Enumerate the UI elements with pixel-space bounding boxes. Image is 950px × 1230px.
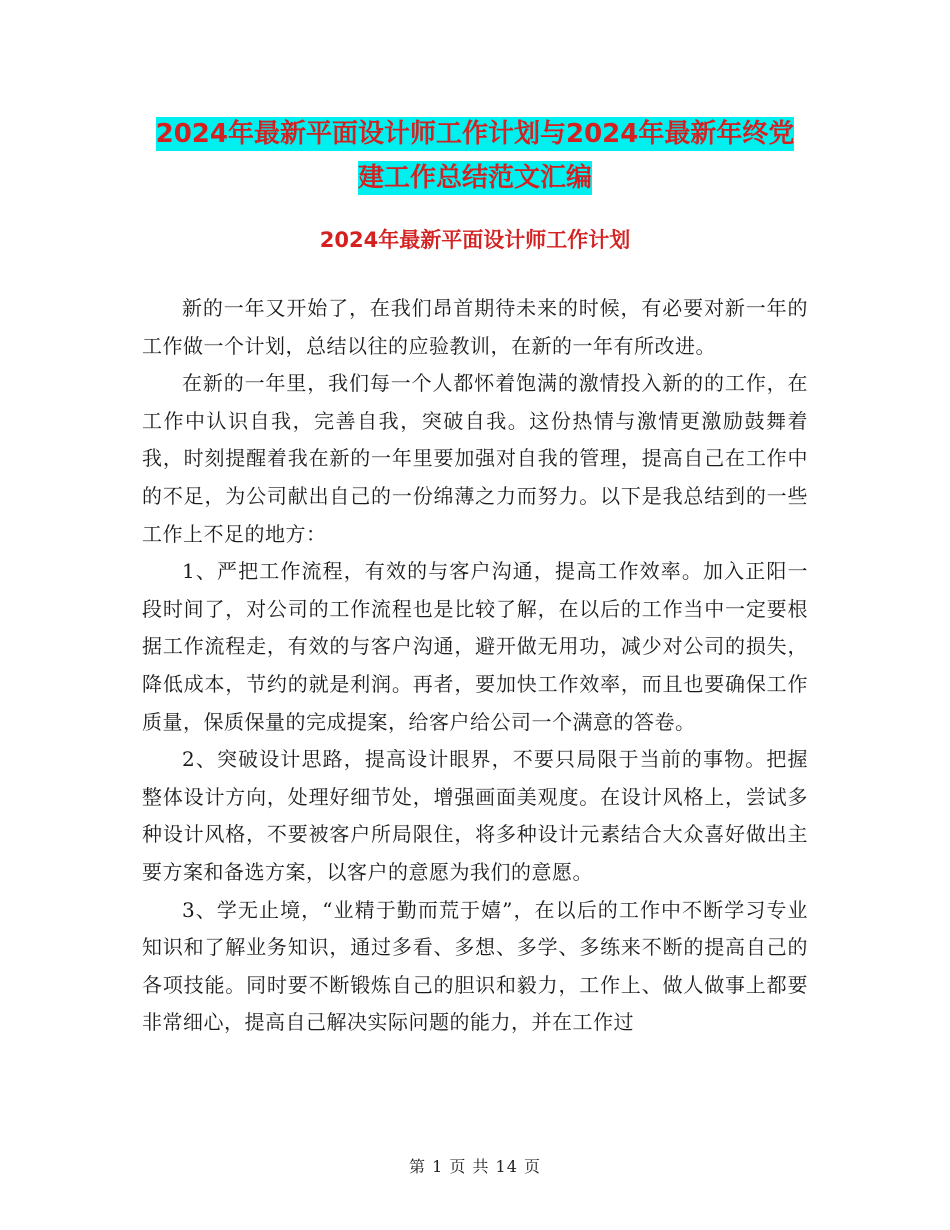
- document-title-line-2: [120, 157, 830, 194]
- document-title-line-1: [120, 113, 830, 150]
- section-heading: 2024年最新平面设计师工作计划: [319, 228, 631, 252]
- paragraph-item-3: 3、学无止境，“业精于勤而荒于嬉”，在以后的工作中不断学习专业知识和了解业务知识，通过多看、多想、多学、多练来不断的提高自己的各项技能。同时要不断锻炼自己的胆识和毅力，工作上、做人做事上都要非常细心，提高自己解决实际问题的能力，并在工作过: [142, 897, 808, 1035]
- paragraph-item-1: 1、严把工作流程，有效的与客户沟通，提高工作效率。加入正阳一段时间了，对公司的工作流程也是比较了解，在以后的工作当中一定要根据工作流程走，有效的与客户沟通，避开做无用功，减少对公司的损失，降低成本，节约的就是利润。再者，要加快工作效率，而且也要确保工作质量，保质保量的完成提案，给客户给公司一个满意的答卷。: [142, 559, 808, 734]
- paragraph-intro: 新的一年又开始了，在我们昂首期待未来的时候，有必要对新一年的工作做一个计划，总结以往的应验教训，在新的一年有所改进。: [142, 296, 808, 358]
- paragraph-self-management: 在新的一年里，我们每一个人都怀着饱满的激情投入新的的工作，在工作中认识自我，完善自我，突破自我。这份热情与激情更激励鼓舞着我，时刻提醒着我在新的一年里要加强对自我的管理，提高自己在工作中的不足，为公司献出自己的一份绵薄之力而努力。以下是我总结到的一些工作上不足的地方：: [142, 371, 808, 546]
- page-number-footer: 第 1 页 共 14 页: [409, 1157, 541, 1176]
- title-highlight-2: 建工作总结范文汇编: [357, 163, 592, 193]
- paragraph-item-2: 2、突破设计思路，提高设计眼界，不要只局限于当前的事物。把握整体设计方向，处理好细节处，增强画面美观度。在设计风格上，尝试多种设计风格，不要被客户所局限住，将多种设计元素结合大众喜好做出主要方案和备选方案，以客户的意愿为我们的意愿。: [142, 747, 808, 884]
- title-highlight-1: 2024年最新平面设计师工作计划与2024年最新年终党: [155, 119, 795, 149]
- document-body: [142, 290, 808, 1042]
